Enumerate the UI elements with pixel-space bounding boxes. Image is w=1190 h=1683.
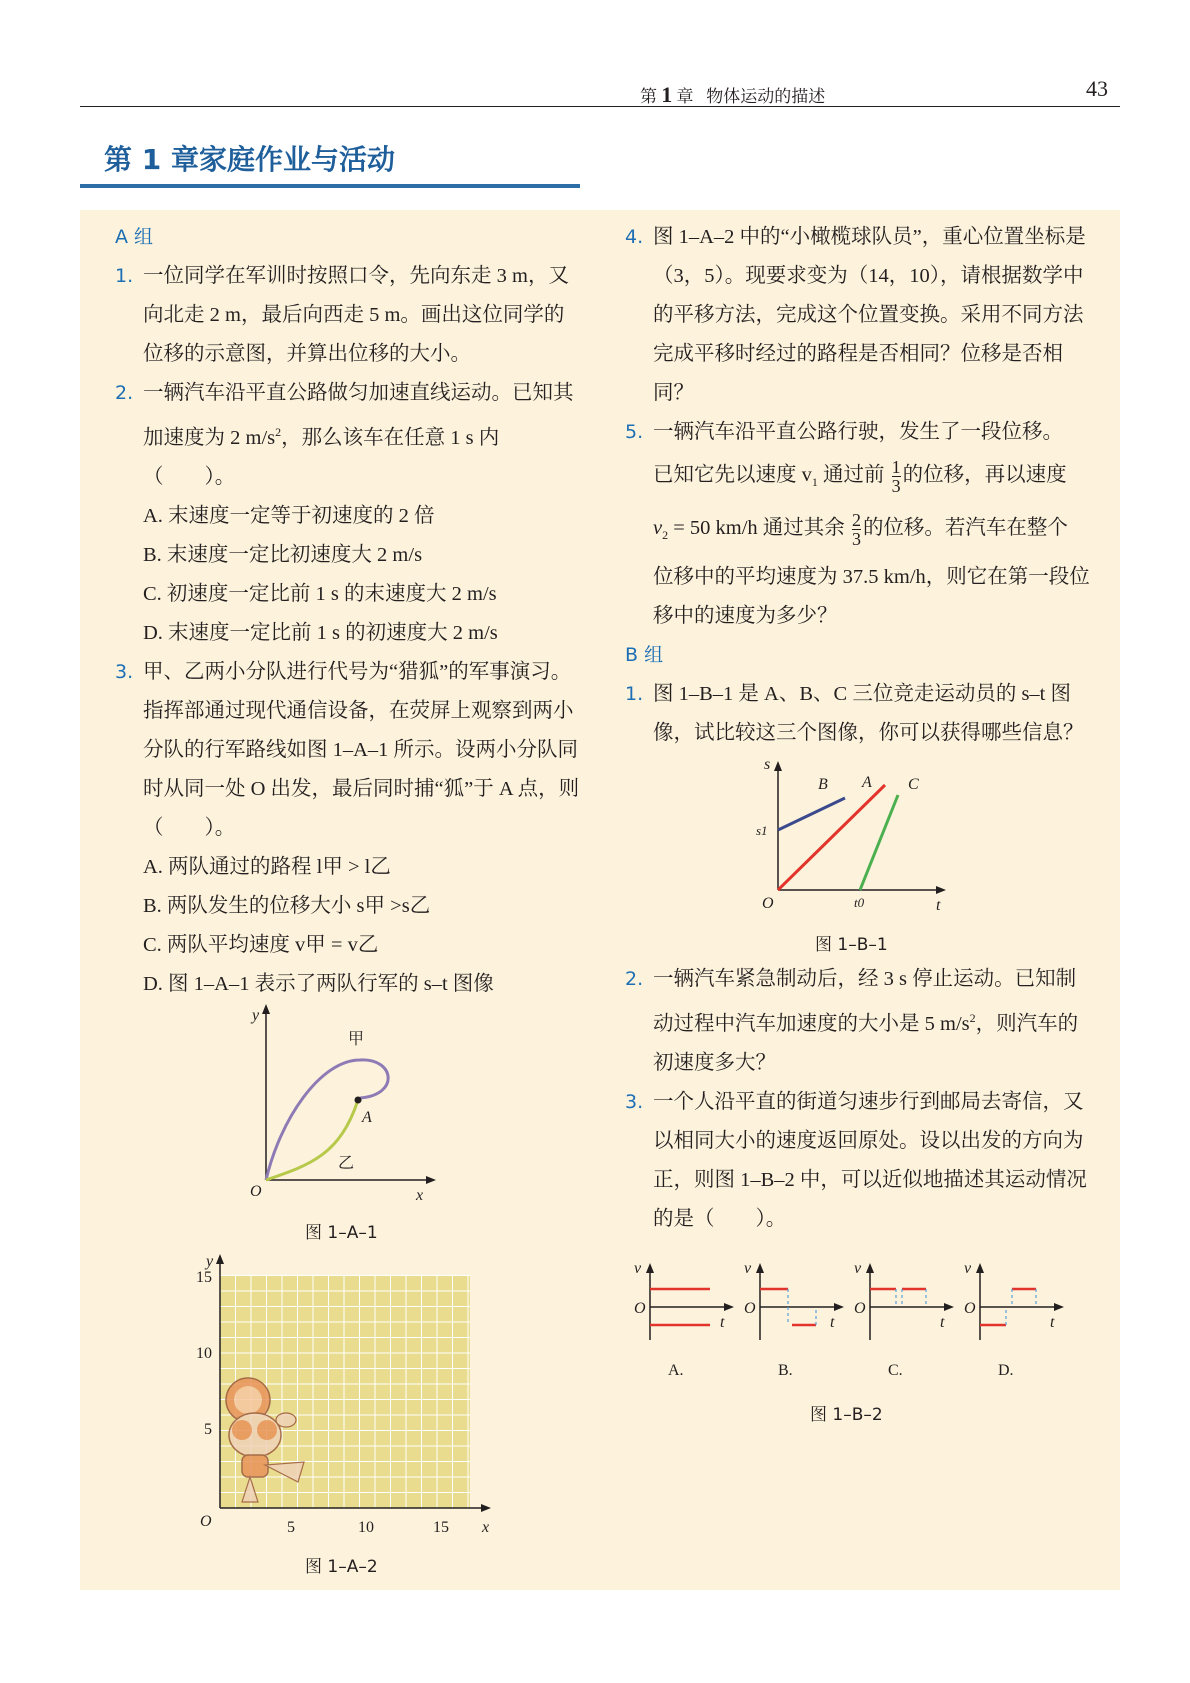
question-number: 1.	[115, 265, 134, 287]
question-text-cont: ，则汽车的初速度多大？	[653, 1012, 1079, 1074]
origin-label: O	[200, 1513, 212, 1530]
t-label: t	[1050, 1314, 1055, 1331]
panel-label: A.	[668, 1362, 684, 1379]
t-arrow	[936, 886, 946, 894]
superscript: 2	[969, 1011, 976, 1025]
label-b: B	[818, 776, 828, 793]
chapter-suffix: 章	[676, 87, 694, 106]
x-arrow	[426, 1176, 436, 1184]
text: v	[653, 517, 663, 540]
t-label: t	[720, 1314, 725, 1331]
option: A. 两队通过的路程 l甲 > l乙	[143, 855, 391, 878]
t-arrow	[944, 1303, 954, 1311]
right-column-lower	[625, 960, 1095, 1239]
option: C. 两队平均速度 v甲 = v乙	[143, 933, 379, 956]
option: B. 两队发生的位移大小 s甲 >s乙	[143, 894, 431, 917]
option: A. 末速度一定等于初速度的 2 倍	[143, 504, 435, 527]
text: = 50 km/h 通过其余	[668, 517, 845, 540]
question-a4	[625, 218, 1095, 413]
origin-label: O	[854, 1300, 866, 1317]
v-arrow	[646, 1263, 654, 1273]
t-label: t	[830, 1314, 835, 1331]
left-column	[115, 218, 580, 1004]
vt-panel-d	[964, 1260, 1064, 1379]
group-a-label: A 组	[115, 226, 154, 248]
question-text: 图 1–A–2 中的“小橄榄球队员”，重心位置坐标是（3，5）。现要求变为（14，10），请根据数学中的平移方法，完成这个位置变换。采用不同方法完成平移时经过的路程是否相同？位移是否相同？	[653, 226, 1086, 404]
question-text: 一辆汽车紧急制动后，经 3 s 停止运动。已知制动过程中汽车加速度的大小是 5 m/s	[653, 968, 1077, 1035]
x-label: x	[482, 1519, 490, 1536]
origin-label: O	[744, 1300, 756, 1317]
question-b1	[625, 675, 1095, 753]
t-arrow	[834, 1303, 844, 1311]
label-a: A	[862, 774, 872, 791]
question-text: 图 1–B–1 是 A、B、C 三位竞走运动员的 s–t 图像，试比较这三个图像，你可以获得哪些信息？	[653, 683, 1084, 745]
x-tick-label: 10	[358, 1519, 374, 1536]
question-number: 5.	[625, 421, 644, 443]
fraction-two-thirds	[852, 511, 861, 548]
question-a2	[115, 374, 580, 497]
x-tick-label: 15	[433, 1519, 449, 1536]
v-arrow	[976, 1263, 984, 1273]
line-c	[860, 795, 898, 890]
question-text: 一辆汽车沿平直公路做匀加速直线运动。已知其加速度为 2 m/s	[143, 382, 574, 449]
vt-panel-b	[744, 1260, 844, 1379]
vt-panels	[634, 1260, 1064, 1379]
chapter-number: 1	[661, 82, 673, 107]
question-number: 3.	[625, 1090, 644, 1113]
question-number: 2.	[115, 382, 134, 404]
v-label: v	[854, 1260, 862, 1277]
origin-label: O	[250, 1183, 262, 1200]
figure-a2	[180, 1250, 510, 1540]
subscript: 2	[662, 528, 669, 543]
y-tick-label: 15	[196, 1269, 212, 1286]
figure-b2	[630, 1255, 1070, 1385]
label-yi: 乙	[338, 1155, 355, 1172]
chapter-prefix: 第	[640, 87, 657, 106]
question-a5-rest: 位移中的平均速度为 37.5 km/h，则它在第一段位移中的速度为多少？	[653, 566, 1090, 628]
denominator: 3	[891, 475, 901, 496]
caption-a1: 图 1–A–1	[305, 1223, 378, 1243]
question-text: 一位同学在军训时按照口令，先向东走 3 m，又向北走 2 m，最后向西走 5 m。画出这位同学的位移的示意图，并算出位移的大小。	[143, 265, 569, 365]
text: 的位移，再以速度	[902, 464, 1067, 486]
right-column	[625, 218, 1095, 753]
s1-label: s1	[756, 823, 768, 838]
question-a5	[625, 413, 1095, 452]
page-number: 43	[1086, 76, 1108, 101]
label-jia: 甲	[348, 1031, 365, 1048]
question-number: 1.	[625, 683, 644, 706]
t-label: t	[936, 897, 941, 914]
question-number: 4.	[625, 226, 644, 248]
figure-a1	[230, 1000, 450, 1204]
superscript: 2	[275, 425, 282, 439]
y-label: y	[252, 1007, 260, 1024]
question-text: 一个人沿平直的街道匀速步行到邮局去寄信，又以相同大小的速度返回原处。设以出发的方向为正，则图 1–B–2 中，可以近似地描述其运动情况的是（ ）。	[653, 1090, 1087, 1230]
question-b2	[625, 960, 1095, 1083]
line-b	[778, 798, 845, 830]
section-title: 第 1 章家庭作业与活动	[104, 143, 395, 176]
text: 通过前	[817, 464, 885, 486]
fraction-one-third	[892, 458, 901, 495]
t-label: t	[940, 1314, 945, 1331]
x-tick-label: 5	[287, 1519, 295, 1536]
vt-panel-a	[634, 1260, 734, 1379]
label-c: C	[908, 776, 919, 793]
text: 的位移。若汽车在整个	[862, 517, 1068, 540]
option: B. 末速度一定比初速度大 2 m/s	[143, 543, 423, 566]
figure-b1	[750, 755, 970, 915]
t-arrow	[1054, 1303, 1064, 1311]
text: 已知它先以速度 v	[653, 464, 812, 486]
question-text-cont: ，那么该车在任意 1 s 内（ ）。	[143, 426, 500, 488]
option: D. 末速度一定比前 1 s 的初速度大 2 m/s	[143, 621, 498, 644]
v-label: v	[744, 1260, 752, 1277]
s-label: s	[764, 756, 771, 773]
y-label: y	[206, 1253, 214, 1270]
v-arrow	[866, 1263, 874, 1273]
s-arrow	[774, 761, 782, 771]
numerator: 2	[851, 509, 861, 530]
question-a5-line2	[625, 452, 1095, 505]
t0-label: t0	[854, 895, 865, 910]
x-label: x	[416, 1187, 424, 1204]
question-b3	[625, 1083, 1095, 1239]
caption-a2: 图 1–A–2	[305, 1557, 378, 1577]
question-number: 2.	[625, 968, 644, 990]
panel-label: B.	[778, 1362, 793, 1379]
origin-label: O	[964, 1300, 976, 1317]
question-text: 甲、乙两小分队进行代号为“猎狐”的军事演习。指挥部通过现代通信设备，在荧屏上观察到两小分队的行军路线如图 1–A–1 所示。设两小分队同时从同一处 O 出发，最后同时捕“狐”于 A 点，则（ ）。	[143, 660, 580, 839]
running-header	[80, 70, 1120, 107]
option: D. 图 1–A–1 表示了两队行军的 s–t 图像	[143, 972, 494, 995]
caption-b1: 图 1–B–1	[815, 935, 888, 955]
origin-label: O	[634, 1300, 646, 1317]
question-a3	[115, 653, 580, 848]
question-number: 3.	[115, 660, 134, 683]
line-a	[778, 785, 885, 890]
panel-label: C.	[888, 1362, 903, 1379]
t-arrow	[724, 1303, 734, 1311]
origin-label: O	[762, 895, 774, 912]
question-a1	[115, 257, 580, 374]
y-arrow	[216, 1254, 224, 1264]
v-arrow	[756, 1263, 764, 1273]
caption-b2: 图 1–B–2	[810, 1405, 883, 1425]
question-text: 一辆汽车沿平直公路行驶，发生了一段位移。	[653, 421, 1063, 443]
y-arrow	[262, 1004, 270, 1014]
x-arrow	[481, 1504, 491, 1512]
point-a	[355, 1097, 362, 1104]
v-label: v	[964, 1260, 972, 1277]
question-a5-line3	[625, 505, 1095, 558]
group-b-label: B 组	[625, 644, 664, 667]
label-a: A	[362, 1109, 372, 1126]
option: C. 初速度一定比前 1 s 的末速度大 2 m/s	[143, 582, 497, 605]
subscript: 1	[811, 475, 818, 490]
panel-label: D.	[998, 1362, 1014, 1379]
section-title-bar	[80, 130, 580, 188]
chapter-running-title	[640, 82, 825, 108]
y-tick-label: 10	[196, 1345, 212, 1362]
vt-panel-c	[854, 1260, 954, 1379]
y-tick-label: 5	[204, 1421, 212, 1438]
v-label: v	[634, 1260, 642, 1277]
chapter-title: 物体运动的描述	[706, 87, 826, 106]
denominator: 3	[851, 528, 861, 549]
numerator: 1	[891, 456, 901, 477]
